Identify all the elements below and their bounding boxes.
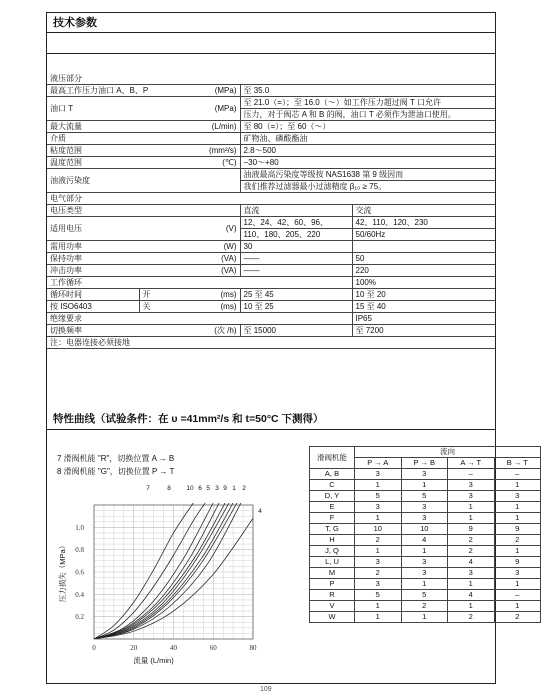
curve-number: 1 (494, 502, 541, 513)
spool-name: R (310, 590, 355, 601)
curve-number: 3 (401, 469, 448, 480)
y-axis-label: 压力损失（MPa） (58, 541, 67, 603)
x-tick-label: 0 (92, 644, 96, 652)
ground-note: 注：电器连接必须接地 (47, 337, 495, 349)
param-unit: (L/min) (211, 122, 237, 131)
param-label: 最高工作压力油口 A、B、P (50, 86, 149, 95)
switch-time-label: 循环时间 (47, 289, 139, 301)
table-row (310, 524, 541, 535)
curve-number: 3 (401, 502, 448, 513)
curve-number: 5 (401, 491, 448, 502)
curve-number: 3 (401, 568, 448, 579)
spool-name: D, Y (310, 491, 355, 502)
y-tick-label: 0.2 (75, 613, 84, 622)
curve-number: 5 (401, 590, 448, 601)
curve-number: 2 (494, 535, 541, 546)
duty-value: 100% (352, 277, 495, 289)
spool-name: T, G (310, 524, 355, 535)
curve-number: 2 (448, 546, 495, 557)
curve-number: 3 (448, 480, 495, 491)
param-label: 适用电压 (50, 224, 82, 233)
curve-number: 1 (494, 601, 541, 612)
curve-label: 10 (186, 485, 194, 492)
curve-number: 2 (448, 535, 495, 546)
x-tick-label: 60 (209, 644, 217, 652)
curve-label: 6 (198, 485, 202, 492)
spec-cell: 220 (352, 265, 495, 277)
x-tick-label: 80 (249, 644, 257, 652)
curve-number: 3 (448, 491, 495, 502)
table-row (310, 601, 541, 612)
curve-number: 1 (401, 612, 448, 623)
param-label: 油液污染度 (50, 176, 90, 185)
spec-cell: —— (240, 265, 352, 277)
spool-name: P (310, 579, 355, 590)
spec-cell: 12、24、42、60、96、 (240, 217, 352, 229)
spool-name: L, U (310, 557, 355, 568)
table-row (310, 480, 541, 491)
spec-cell: 10 至 25 (240, 301, 352, 313)
curve-number: 1 (494, 513, 541, 524)
x-tick-label: 40 (170, 644, 177, 652)
electrical-section-label: 电气部分 (47, 193, 495, 205)
hydraulic-section-label: 液压部分 (47, 73, 495, 85)
curve-number: 1 (448, 502, 495, 513)
spec-cell: 至 7200 (352, 325, 495, 337)
curve-number: 3 (355, 469, 402, 480)
curve-label: 3 (215, 485, 219, 492)
legend-note-8: 8 滑阀机能 "G"，切换位置 P → T (57, 467, 175, 476)
spool-name: A, B (310, 469, 355, 480)
spec-cell: 50/60Hz (352, 229, 495, 241)
curve-label: 7 (146, 485, 150, 492)
curve-number: 10 (401, 524, 448, 535)
spool-name: C (310, 480, 355, 491)
table-row (310, 513, 541, 524)
param-unit: (MPa) (214, 104, 237, 113)
curve-number: 3 (494, 491, 541, 502)
param-label: 温度范围 (50, 158, 82, 167)
table-row (310, 469, 541, 480)
spec-cell: 50 (352, 253, 495, 265)
spool-name: W (310, 612, 355, 623)
spool-name: E (310, 502, 355, 513)
curve-label: 2 (242, 485, 246, 492)
curve-5 (94, 503, 225, 639)
spool-name: M (310, 568, 355, 579)
curve-number: 3 (401, 513, 448, 524)
curve-number: 2 (494, 612, 541, 623)
tech-params-title: 技术参数 (47, 13, 495, 33)
y-tick-label: 0.4 (75, 590, 84, 599)
param-label: 介质 (50, 134, 66, 143)
curve-number: 4 (401, 535, 448, 546)
spec-cell: 25 至 45 (240, 289, 352, 301)
curve-number: – (448, 469, 495, 480)
x-axis-label: 流量 (L/min) (133, 656, 174, 665)
curve-number: 1 (448, 601, 495, 612)
param-label: 冲击功率 (50, 266, 82, 275)
table-row (310, 535, 541, 546)
spool-name: F (310, 513, 355, 524)
dc-header: 直流 (240, 205, 352, 217)
curve-number: 2 (355, 568, 402, 579)
curve-number: 1 (401, 546, 448, 557)
curve-number: 3 (448, 568, 495, 579)
value-cell: −30～+80 (240, 157, 495, 169)
param-label: 最大流量 (50, 122, 82, 131)
curve-label: 5 (206, 485, 210, 492)
value-cell: 油液最高污染度等级按 NAS1638 第 9 级因而 (240, 169, 495, 181)
table-row (310, 612, 541, 623)
value-cell: 2.8～500 (240, 145, 495, 157)
spec-cell: 110、180、205、220 (240, 229, 352, 241)
spec-cell: —— (240, 253, 352, 265)
spec-cell: 42、110、120、230 (352, 217, 495, 229)
param-label: 保持功率 (50, 254, 82, 263)
insulation-value: IP65 (352, 313, 495, 325)
curve-number: 1 (355, 480, 402, 491)
curve-number: – (494, 590, 541, 601)
curve-number: 4 (448, 557, 495, 568)
table-row (310, 502, 541, 513)
curve-number: 3 (401, 557, 448, 568)
curve-number: 1 (448, 513, 495, 524)
x-tick-label: 20 (130, 644, 138, 652)
dir-header: B → T (494, 458, 541, 469)
switch-state: 关 (142, 302, 151, 311)
curve-number: 1 (494, 579, 541, 590)
curve-number: 10 (355, 524, 402, 535)
curve-number: 1 (448, 579, 495, 590)
param-unit: (mm²/s) (208, 146, 237, 155)
value-cell: 压力，对于阀芯 A 和 B 的阀，油口 T 必须作为泄油口使用。 (240, 109, 495, 121)
insulation-label: 绝缘要求 (47, 313, 352, 325)
curve-number: 1 (494, 546, 541, 557)
curve-number: 9 (494, 524, 541, 535)
table-row (310, 557, 541, 568)
curve-number: 1 (494, 480, 541, 491)
param-unit: (V) (225, 224, 237, 233)
y-tick-label: 1.0 (75, 523, 84, 532)
spool-name: J, Q (310, 546, 355, 557)
switch-state: 开 (142, 290, 151, 299)
param-unit: (W) (223, 242, 237, 251)
spool-header: 滑阀机能 (310, 447, 355, 469)
param-unit: (℃) (222, 158, 237, 167)
curve-number: 1 (355, 513, 402, 524)
curve-number: 4 (448, 590, 495, 601)
characteristic-title: 特性曲线（试验条件：在 υ =41mm²/s 和 t=50°C 下测得） (47, 409, 495, 430)
param-unit: (MPa) (214, 86, 237, 95)
curve-label: 9 (223, 485, 227, 492)
flow-dir-header: 流向 (355, 447, 541, 458)
flow-table (309, 446, 541, 623)
dir-header: P → A (355, 458, 402, 469)
y-tick-label: 0.8 (75, 546, 84, 555)
param-unit: (VA) (221, 254, 237, 263)
param-label: 油口 T (50, 104, 74, 113)
spec-cell: 10 至 20 (352, 289, 495, 301)
spool-name: V (310, 601, 355, 612)
ac-header: 交流 (352, 205, 495, 217)
dir-header: A → T (448, 458, 495, 469)
curve-number: – (494, 469, 541, 480)
ms-unit: (ms) (220, 290, 237, 299)
curve-number: 5 (355, 491, 402, 502)
spec-cell: 30 (240, 241, 352, 253)
param-label: 切换频率 (50, 326, 82, 335)
switch-time-label: 按 ISO6403 (47, 301, 139, 313)
param-unit: (次 /h) (214, 326, 237, 335)
curve-number: 1 (355, 612, 402, 623)
spec-cell: 至 15000 (240, 325, 352, 337)
value-cell: 至 35.0 (240, 85, 495, 97)
table-row (310, 491, 541, 502)
dir-header: P → B (401, 458, 448, 469)
duty-label: 工作循环 (47, 277, 352, 289)
value-cell: 矿物油、磷酸酯油 (240, 133, 495, 145)
table-row (310, 590, 541, 601)
curve-label: 1 (232, 485, 236, 492)
curve-number: 1 (401, 480, 448, 491)
table-row (310, 546, 541, 557)
table-row (310, 568, 541, 579)
curve-number: 3 (355, 557, 402, 568)
curve-number: 1 (355, 601, 402, 612)
curve-6 (94, 503, 219, 639)
flow-header-row (310, 447, 541, 458)
curve-number: 1 (355, 546, 402, 557)
spool-name: H (310, 535, 355, 546)
curve-number: 2 (448, 612, 495, 623)
curve-label: 4 (258, 508, 262, 515)
param-label: 需用功率 (50, 242, 82, 251)
curve-number: 2 (355, 535, 402, 546)
spec-sheet-frame (46, 12, 528, 684)
y-tick-label: 0.6 (75, 568, 84, 577)
curve-number: 5 (355, 590, 402, 601)
value-cell: 至 21.0（=）；至 16.0（～）如工作压力超过阀 T 口允许 (240, 97, 495, 109)
ms-unit: (ms) (220, 302, 237, 311)
param-label: 粘度范围 (50, 146, 82, 155)
curve-number: 2 (401, 601, 448, 612)
legend-note-7: 7 滑阀机能 "R"，切换位置 A → B (57, 454, 175, 463)
param-unit: (VA) (221, 266, 237, 275)
curve-number: 3 (355, 502, 402, 513)
curve-2 (94, 503, 241, 639)
value-cell: 我们推荐过滤器最小过滤精度 β₁₀ ≥ 75。 (240, 181, 495, 193)
curve-number: 9 (448, 524, 495, 535)
value-cell: 至 80（=）；至 60（～） (240, 121, 495, 133)
curve-number: 3 (494, 568, 541, 579)
curve-number: 9 (494, 557, 541, 568)
curve-number: 3 (355, 579, 402, 590)
page-number: 109 (260, 686, 272, 693)
spec-cell: 15 至 40 (352, 301, 495, 313)
table-row (310, 579, 541, 590)
curve-label: 8 (167, 485, 171, 492)
voltage-type-label: 电压类型 (47, 205, 240, 217)
curve-number: 1 (401, 579, 448, 590)
